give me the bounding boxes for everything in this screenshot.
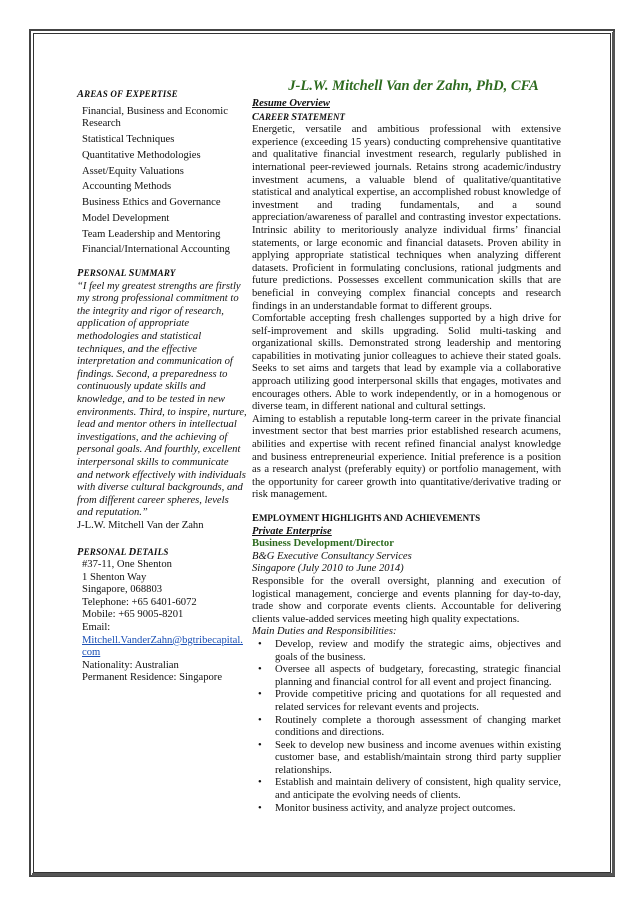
expertise-list (82, 106, 247, 257)
bullet-icon: • (258, 638, 262, 650)
mobile: Mobile: +65 9005-8201 (82, 609, 184, 621)
location-dates: Singapore (July 2010 to June 2014) (252, 563, 404, 575)
page-shadow-right (612, 32, 615, 875)
private-enterprise-heading: Private Enterprise (252, 525, 332, 537)
page-shadow-bottom (32, 873, 615, 876)
personal-details (82, 559, 247, 685)
address-line: 1 Shenton Way (82, 571, 147, 583)
expertise-item: Accounting Methods (82, 181, 172, 193)
personal-details-heading: PERSONAL DETAILS (77, 546, 169, 558)
career-paragraph: Aiming to establish a reputable long-term career in the private financial investment sector that best marries prior established research acumens, abilities and expertise with recent refined financial analyst knowledge and business entrepreneurial experience. Initial preference is a position as a research analyst (preferably equity) or portfolio management, with the opportunity for career growth into quantitative/derivative trading or risk management. (252, 413, 561, 501)
summary-author: J-L.W. Mitchell Van der Zahn (77, 519, 204, 531)
expertise-item: Business Ethics and Governance (82, 197, 221, 209)
expertise-item: Model Development (82, 212, 170, 224)
career-paragraph: Comfortable accepting fresh challenges supported by a high drive for self-improvement and skills upgrading. Solid multi-tasking and organizational skills. Demonstrated strong leadership and mentoring capabilities in motivating junior colleagues to achieve their stated goals. Seeks to set aims and targets that lead by example via a collaborative approach utilizing good interpersonal skills that engages, motivates and encourages others. Able to work independently, or in a homogenous or diverse team, in different national and cultural settings. (252, 313, 561, 413)
career-statement-heading: CAREER STATEMENT (252, 111, 345, 123)
personal-summary-quote: “I feel my greatest strengths are firstly my strong professional commitment to the integrity and rigor of research, application of appropriate methodologies and statistical techniques, and the effective interpretation and communication of findings. Second, a preparedness to continuously update skills and knowledge, and to be tested in new environments. Third, to inspire, nurture, lead and mentor others in intellectual investigations, and the achieving of personal goals. And fourthly, excellent interpersonal skills to communicate and network effectively with individuals with diverse cultural backgrounds, and from different career spheres, levels and reputation.” (77, 280, 247, 519)
bullet-icon: • (258, 739, 262, 751)
duty-item: • Routinely complete a thorough assessment of changing market conditions and directions. (258, 714, 561, 739)
company-name: B&G Executive Consultancy Services (252, 550, 412, 562)
career-paragraph: Energetic, versatile and ambitious professional with extensive experience (exceeding 15 years) conducting comprehensive quantitative and qualitative financial investment research, regularly published in international peer-reviewed journals. Retains strong academic/industry investment acumens, a valuable blend of qualitative/quantitative statistical and analytical expertise, an accomplished robust knowledge of investment and trading fundamentals, and a sound appreciation/awareness of parallel and contrasting investor expectations. Intrinsic ability to meritoriously analyze individual firms’ financial statements, or large economic and financial datasets. Proven ability in applying appropriate statistical techniques when analyzing different datasets. Proficient in formulating conclusions, rational judgments and future predictions. Possesses excellent communication skills that are beneficial in conveying complex financial concepts and research findings in an understandable format to different groups. (252, 124, 561, 312)
left-column (77, 88, 247, 685)
resume-overview-heading: Resume Overview (252, 98, 330, 109)
bullet-icon: • (258, 802, 262, 814)
duty-item: • Provide competitive pricing and quotations for all requested and related services for relevant events and projects. (258, 689, 561, 713)
candidate-name: J-L.W. Mitchell Van der Zahn, PhD, CFA (288, 78, 539, 94)
duty-item: • Monitor business activity, and analyze project outcomes. (258, 802, 516, 814)
expertise-item: Financial, Business and Economic Research (82, 105, 228, 130)
nationality: Nationality: Australian (82, 659, 179, 671)
expertise-item: Statistical Techniques (82, 133, 175, 145)
personal-summary-heading: PERSONAL SUMMARY (77, 268, 176, 280)
employment-heading: EMPLOYMENT HIGHLIGHTS AND ACHIEVEMENTS (252, 513, 481, 524)
address-line: Singapore, 068803 (82, 584, 163, 596)
bullet-icon: • (258, 714, 262, 726)
expertise-item: Quantitative Methodologies (82, 149, 201, 161)
duty-item: • Oversee all aspects of budgetary, forecasting, strategic financial planning and financial control for all event and project financing. (258, 664, 561, 688)
bullet-icon: • (258, 664, 262, 676)
duties-list (252, 639, 561, 815)
right-column (252, 78, 561, 815)
expertise-item: Asset/Equity Valuations (82, 165, 184, 177)
telephone: Telephone: +65 6401-6072 (82, 596, 197, 608)
duty-item: • Develop, review and modify the strategic aims, objectives and goals of the business. (258, 638, 561, 663)
email-link[interactable]: Mitchell.VanderZahn@bgtribecapital.com (82, 634, 243, 659)
areas-of-expertise-heading: AREAS OF EXPERTISE (77, 89, 178, 100)
responsibility-summary: Responsible for the overall oversight, planning and execution of logistical management, concierge and events planning for day-to-day, trade show and corporate events clients. Accountable for delivering clients value-added services meeting high quality expectations. (252, 575, 561, 625)
permanent-residence: Permanent Residence: Singapore (82, 672, 223, 684)
expertise-item: Team Leadership and Mentoring (82, 228, 221, 240)
bullet-icon: • (258, 689, 262, 701)
expertise-item: Financial/International Accounting (82, 244, 230, 256)
bullet-icon: • (258, 777, 262, 789)
duty-item: • Establish and maintain delivery of consistent, high quality service, and anticipate the evolving needs of clients. (258, 777, 561, 802)
duties-label: Main Duties and Responsibilities: (252, 626, 397, 638)
email-label: Email: (82, 622, 111, 634)
job-role: Business Development/Director (252, 538, 394, 550)
address-line: #37-11, One Shenton (82, 559, 172, 571)
duty-item: • Seek to develop new business and income avenues within existing customer base, and establish/maintain strong third party supplier relationships. (258, 739, 561, 776)
